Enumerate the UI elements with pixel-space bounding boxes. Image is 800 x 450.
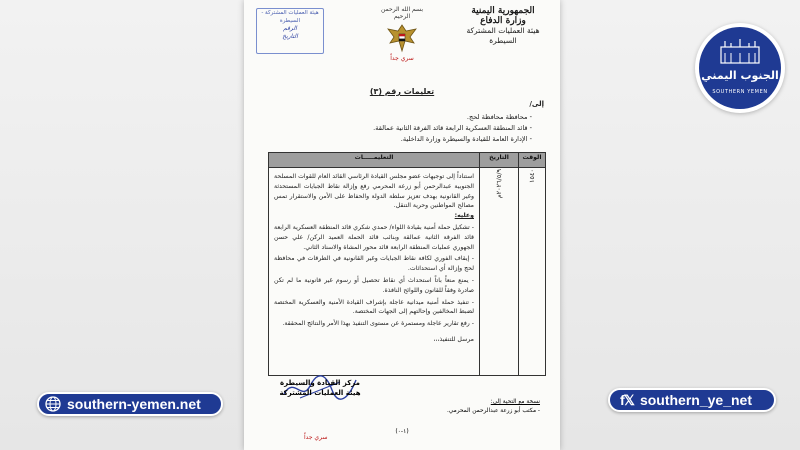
table-row xyxy=(269,168,546,376)
signature-line-2: هيئة العمليات المشتركة xyxy=(279,389,361,397)
instruction-item: - رفع تقارير عاجلة ومستمرة عن مستوى التنفيذ بهذا الأمر والنتائج المحققة. xyxy=(274,319,474,329)
building-emblem-icon xyxy=(717,37,763,67)
instruction-item: - يمنع منعاً باتاً استحداث أي نقاط تحصيل أو رسوم غير قانونية ما لم تكن صادرة وفقاً للقانون واللوائح النافذة. xyxy=(274,276,474,296)
table-header-row xyxy=(269,153,546,168)
header-date: التاريخ xyxy=(480,153,519,168)
instruction-item: - إيقاف الفوري لكافة نقاط الجبايات وغير القانونية في الطرقات في محافظة لحج وإزالة أي استحداثات. xyxy=(274,254,474,274)
copies-block xyxy=(447,398,540,416)
header-instructions: التعليمـــــات xyxy=(269,153,480,168)
instructions-intro: استناداً إلى توجيهات عضو مجلس القيادة الرئاسي القائد العام للقوات المسلحة الجنوبية عبدالرحمن أبو زرعة المحرمي رفع وإزالة نقاط الجبايات المستحدثة وغير القانونية بهدف تعزيز سلطة الدولة والحفاظ على الأمن والاستقرار تمس مصالح المواطنين وحرية التنقل. xyxy=(274,173,474,210)
date-cell xyxy=(480,168,519,376)
document-page xyxy=(244,0,560,450)
instruction-item: - تشكيل حملة أمنية بقيادة اللواء/ حمدي شكري قائد المنطقة العسكرية الرابعة قائد الفرقة الثانية عمالقة وبنائب قائد الحملة العميد الركن/ علي حسن الجهوري عمليات المنطقة الرابعة قائد محور المشاة والاسناد الثاني. xyxy=(274,223,474,252)
state-emblem xyxy=(372,6,432,64)
stamp-date: التاريخ xyxy=(282,33,298,40)
header-time: الوقت xyxy=(519,153,546,168)
date-value: ٢٠٢٦/٥/٩م xyxy=(495,169,503,199)
website-text: southern-yemen.net xyxy=(67,396,201,412)
time-cell xyxy=(519,168,546,376)
instructions-table xyxy=(268,152,546,376)
instructions-cell xyxy=(269,168,480,376)
logo-english-text: SOUTHERN YEMEN xyxy=(712,89,768,95)
stamp-number: الرقم xyxy=(283,25,297,32)
time-value: ١٥٤٠ xyxy=(528,169,536,183)
classification-stamp: سري جداً xyxy=(390,55,414,62)
signature-block xyxy=(260,378,380,398)
footer-classification: سري جداً xyxy=(304,434,328,441)
instruction-item: - تنفيذ حملة أمنية ميدانية عاجلة بإشراف القيادة الأمنية والعسكرية المختصة لضبط المخالفين وإحالتهم إلى الجهات المختصة. xyxy=(274,298,474,318)
eagle-emblem-icon xyxy=(385,21,419,55)
page-number: (١-٠) xyxy=(395,428,409,435)
registration-stamp xyxy=(256,8,324,54)
recipient-item: - محافظة محافظة لحج. xyxy=(262,112,532,123)
stamp-authority: هيئة العمليات المشتركة - السيطرة xyxy=(261,10,319,24)
social-badge[interactable] xyxy=(608,388,776,412)
copies-item: - مكتب أبو زرعة عبدالرحمن المحرمي. xyxy=(446,408,540,414)
bismillah-text: بسم الله الرحمن الرحيم xyxy=(380,6,424,20)
header-line-authority: هيئة العمليات المشتركة xyxy=(466,26,540,35)
recipients-list xyxy=(262,112,532,145)
signature-line-1: مركز القيادة والسيطرة xyxy=(280,379,360,387)
facebook-x-icon: f𝕏 xyxy=(620,391,634,408)
document-title: تعليمات رقم (٣) xyxy=(369,87,435,96)
closing-text: مرسل للتنفيذ،،، xyxy=(433,335,474,343)
recipient-item: - قائد المنطقة العسكرية الرابعة قائد الفرقة الثانية عمالقة. xyxy=(262,123,532,134)
document-header-authority xyxy=(458,6,548,46)
header-line-control: السيطرة xyxy=(489,36,517,45)
header-line-ministry: وزارة الدفاع xyxy=(480,16,526,26)
southern-yemen-logo xyxy=(695,23,785,113)
then-label: وعليه: xyxy=(454,212,474,220)
website-badge[interactable] xyxy=(37,392,223,416)
logo-arabic-text: الجنوب اليمني xyxy=(701,69,779,82)
copies-label: نسخة مع التحية إلى: xyxy=(490,399,540,405)
header-line-republic: الجمهورية اليمنية xyxy=(471,6,535,16)
to-label: إلى/ xyxy=(529,100,544,108)
recipient-item: - الإدارة العامة للقيادة والسيطرة وزارة الداخلية. xyxy=(262,134,532,145)
social-handle-text: southern_ye_net xyxy=(639,392,752,408)
globe-icon xyxy=(45,396,61,412)
